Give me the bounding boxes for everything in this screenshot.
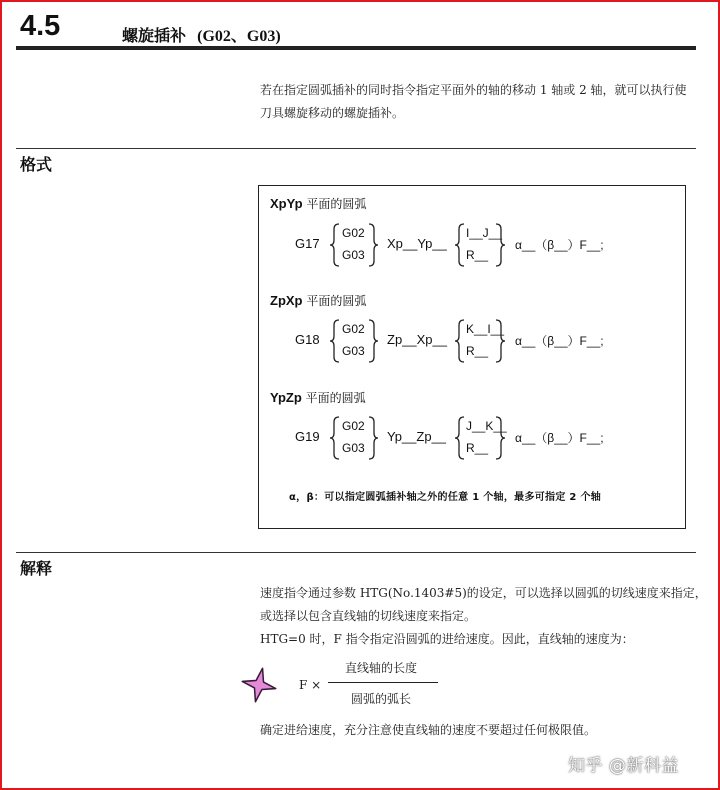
explanation-line-1: 速度指令通过参数 HTG(No.1403#5)的设定，可以选择以圆弧的切线速度来指定， — [260, 586, 707, 600]
explanation-heading: 解释 — [20, 559, 53, 578]
format-row-g17 — [259, 223, 685, 267]
plane-title-ypzp — [270, 389, 366, 406]
format-rule — [16, 148, 696, 149]
center-words: J__K__ — [466, 419, 507, 433]
plane-title-tail: 平面的圆弧 — [302, 294, 367, 308]
brace-right-icon — [495, 319, 505, 363]
formula-numerator: 直线轴的长度 — [345, 661, 418, 675]
center-words: K__I__ — [466, 322, 505, 336]
brace-left-icon — [455, 223, 465, 267]
brace-right-icon — [495, 223, 505, 267]
watermark-text: 知乎 @新科益 — [568, 756, 679, 776]
brace-right-icon — [495, 416, 505, 460]
radius-word: R__ — [466, 441, 489, 455]
plane-axes: ZpXp — [270, 293, 303, 308]
star-icon — [240, 666, 278, 704]
explanation-line-4: 确定进给速度，充分注意使直线轴的速度不要超过任何极限值。 — [260, 723, 597, 737]
brace-left-icon — [330, 319, 340, 363]
format-row-g18 — [259, 319, 685, 363]
dir-g02: G02 — [342, 419, 365, 433]
dir-g03: G03 — [342, 344, 365, 358]
gcode-plane: G19 — [295, 429, 320, 444]
dir-g02: G02 — [342, 226, 365, 240]
intro-paragraph — [260, 79, 700, 125]
section-title-codes: (G02、G03) — [197, 28, 281, 45]
axes-words: Yp__Zp__ — [387, 429, 447, 444]
section-title — [122, 23, 281, 46]
format-note: α，β：可以指定圆弧插补轴之外的任意 1 个轴，最多可指定 2 个轴 — [289, 492, 602, 503]
brace-right-icon — [368, 319, 378, 363]
brace-right-icon — [368, 416, 378, 460]
explanation-rule — [16, 552, 696, 553]
row-tail: α__（β__）F__; — [515, 431, 604, 445]
row-tail: α__（β__）F__; — [515, 334, 604, 348]
brace-left-icon — [455, 319, 465, 363]
plane-title-zpxp — [270, 292, 366, 309]
formula-denominator: 圆弧的弧长 — [351, 692, 412, 706]
section-number: 4.5 — [20, 10, 61, 42]
brace-left-icon — [455, 416, 465, 460]
formula-fraction-bar — [328, 682, 438, 683]
section-title-text: 螺旋插补 — [122, 26, 187, 45]
dir-g03: G03 — [342, 441, 365, 455]
plane-axes: YpZp — [270, 390, 302, 405]
format-heading: 格式 — [20, 155, 53, 174]
axes-words: Xp__Yp__ — [387, 236, 447, 251]
plane-title-xpyp — [270, 195, 366, 212]
format-row-g19 — [259, 416, 685, 460]
intro-line-1: 若在指定圆弧插补的同时指令指定平面外的轴的移动 1 轴或 2 轴，就可以执行使 — [260, 83, 687, 97]
explanation-line-2: 或选择以包含直线轴的切线速度来指定。 — [260, 609, 477, 623]
title-rule — [16, 46, 696, 50]
center-words: I__J__ — [466, 226, 503, 240]
formula-factor: F × — [299, 678, 322, 692]
brace-right-icon — [368, 223, 378, 267]
plane-title-tail: 平面的圆弧 — [301, 391, 366, 405]
explanation-line-3: HTG=0 时，F 指令指定沿圆弧的进给速度。因此，直线轴的速度为： — [260, 632, 634, 646]
plane-axes: XpYp — [270, 196, 303, 211]
brace-left-icon — [330, 223, 340, 267]
row-tail: α__（β__）F__; — [515, 238, 604, 252]
intro-line-2: 刀具螺旋移动的螺旋插补。 — [260, 106, 405, 120]
radius-word: R__ — [466, 248, 489, 262]
axes-words: Zp__Xp__ — [387, 332, 447, 347]
radius-word: R__ — [466, 344, 489, 358]
brace-left-icon — [330, 416, 340, 460]
dir-g03: G03 — [342, 248, 365, 262]
gcode-plane: G18 — [295, 332, 320, 347]
plane-title-tail: 平面的圆弧 — [302, 197, 367, 211]
format-box — [258, 185, 686, 529]
gcode-plane: G17 — [295, 236, 320, 251]
dir-g02: G02 — [342, 322, 365, 336]
